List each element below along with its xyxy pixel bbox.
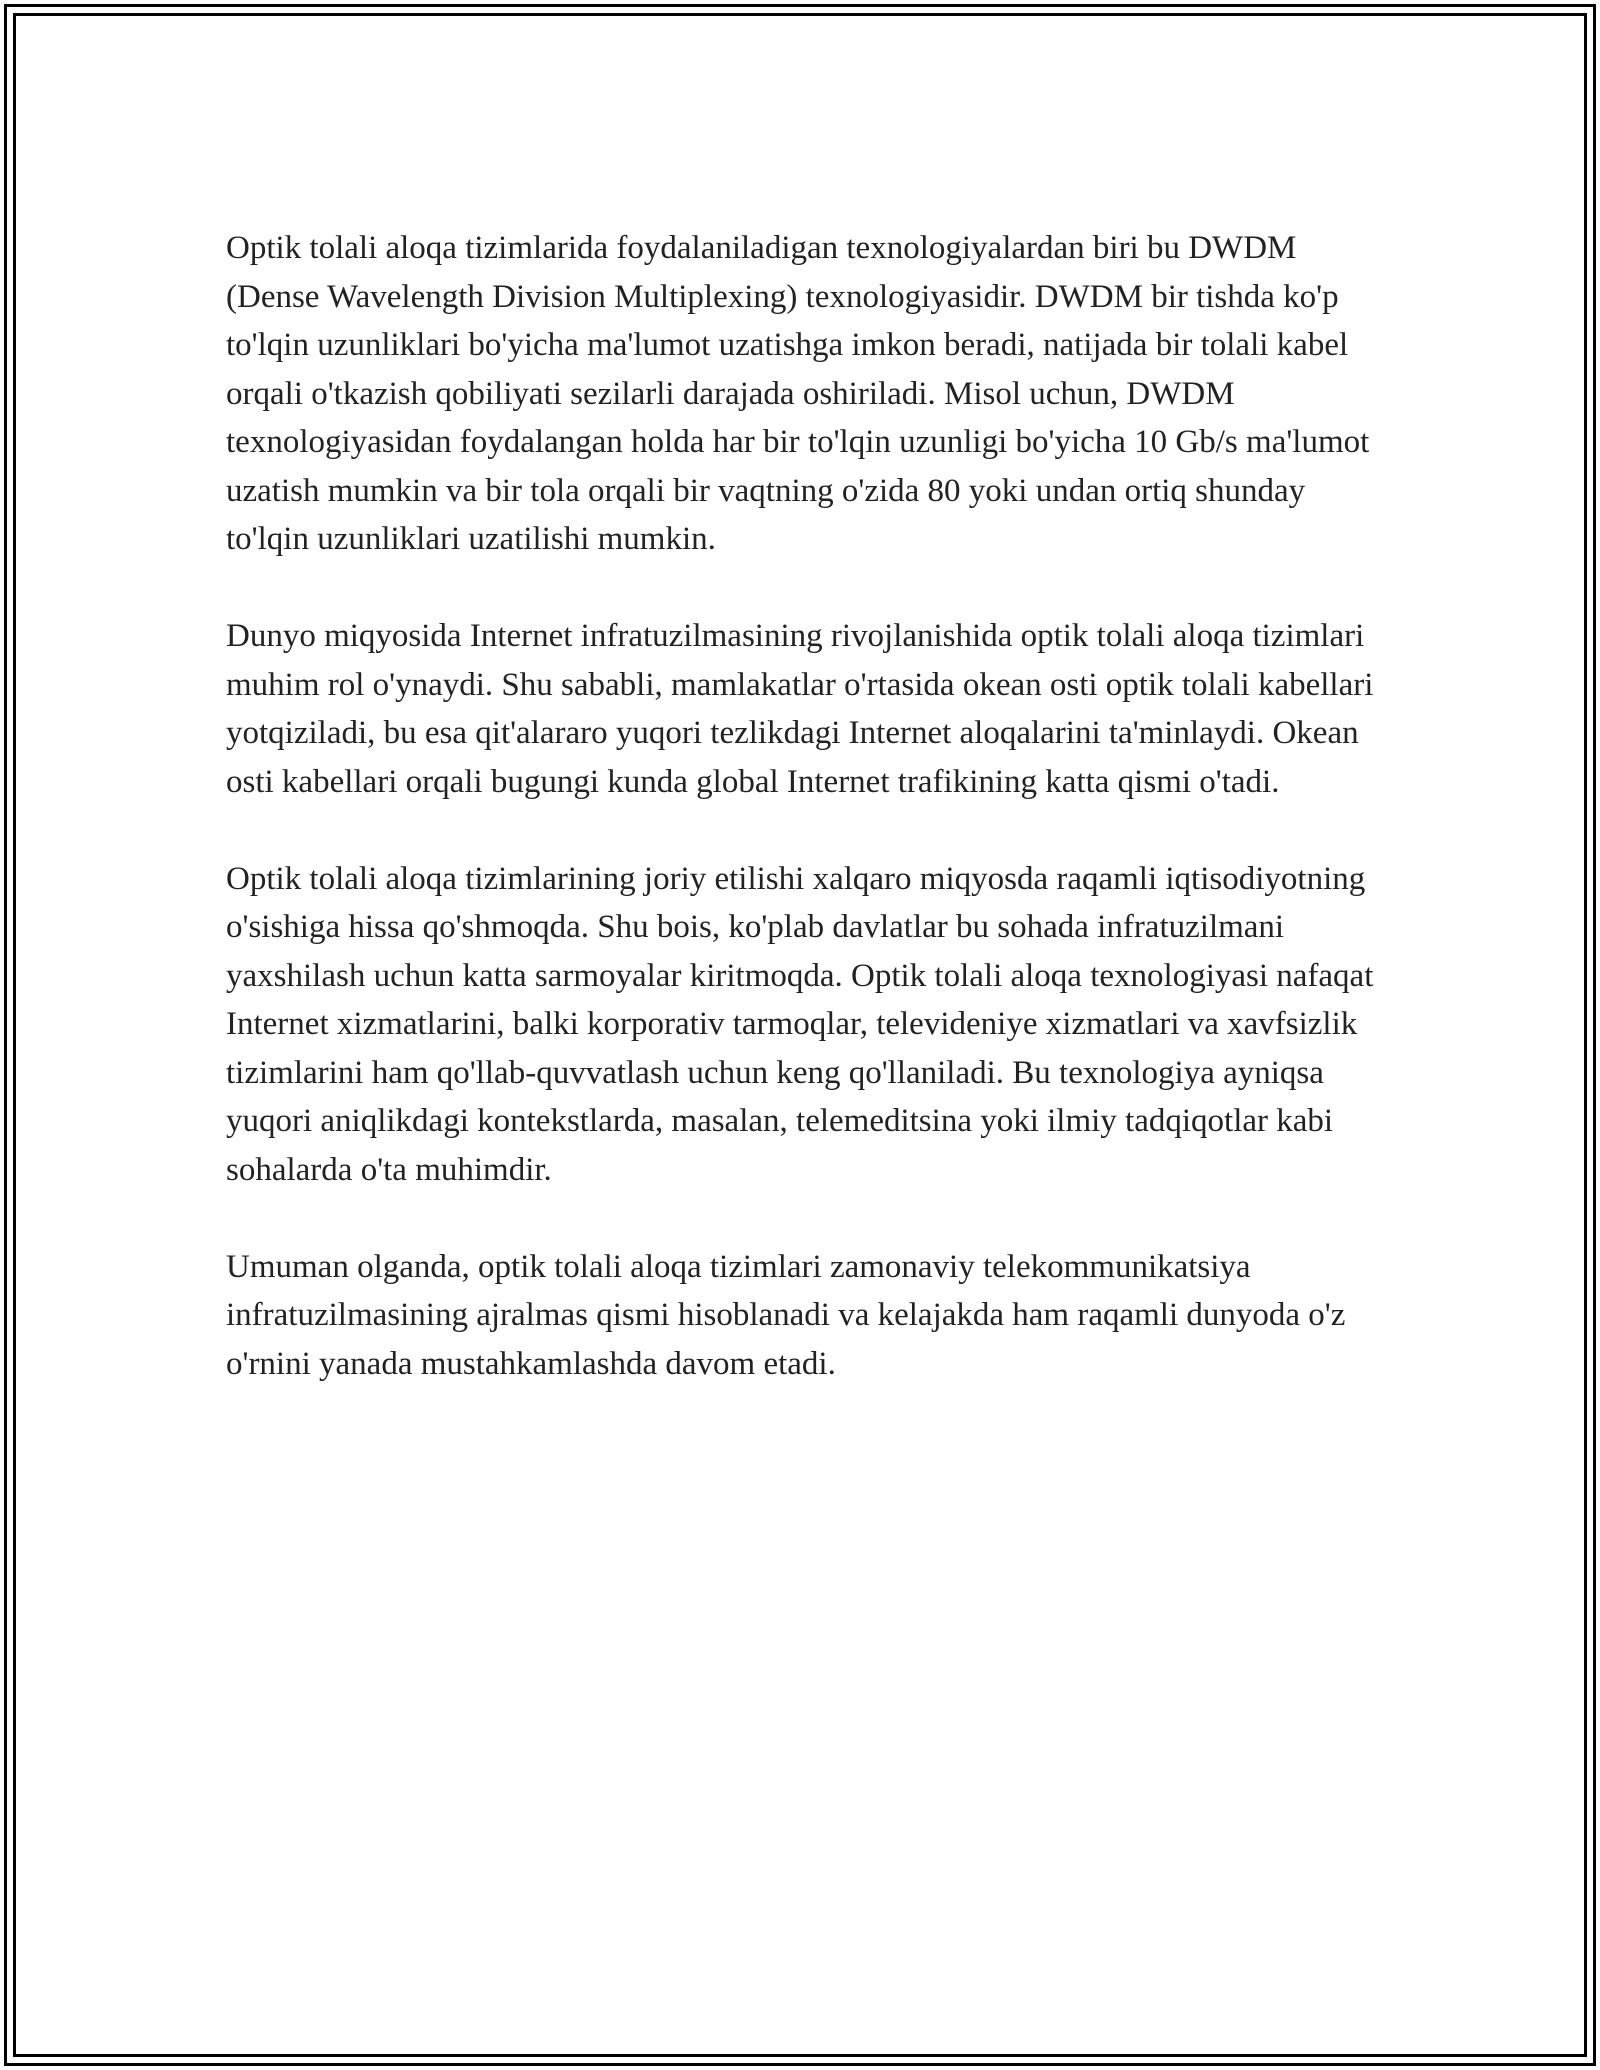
paragraph-dwdm: Optik tolali aloqa tizimlarida foydalaniladigan texnologiyalardan biri bu DWDM (Dense Wavelength Division Multiplexing) texnologiyasidir. DWDM bir tishda ko'p to'lqin uzunliklari bo'yicha ma'lumot uzatishga imkon beradi, natijada bir tolali kabel orqali o'tkazish qobiliyati sezilarli darajada oshiriladi. Misol uchun, DWDM texnologiyasidan foydalangan holda har bir to'lqin uzunligi bo'yicha 10 Gb/s ma'lumot uzatish mumkin va bir tola orqali bir vaqtning o'zida 80 yoki undan ortiq shunday to'lqin uzunliklari uzatilishi mumkin. <box>226 230 1370 557</box>
document-body <box>226 224 1376 1437</box>
paragraph-digital-economy: Optik tolali aloqa tizimlarining joriy etilishi xalqaro miqyosda raqamli iqtisodiyotning o'sishiga hissa qo'shmoqda. Shu bois, ko'plab davlatlar bu sohada infratuzilmani yaxshilash uchun katta sarmoyalar kiritmoqda. Optik tolali aloqa texnologiyasi nafaqat Internet xizmatlarini, balki korporativ tarmoqlar, televideniye xizmatlari va xavfsizlik tizimlarini ham qo'llab-quvvatlash uchun keng qo'llaniladi. Bu texnologiya ayniqsa yuqori aniqlikdagi kontekstlarda, masalan, telemeditsina yoki ilmiy tadqiqotlar kabi sohalarda o'ta muhimdir. <box>226 860 1374 1188</box>
paragraph-internet-infrastructure: Dunyo miqyosida Internet infratuzilmasining rivojlanishida optik tolali aloqa tizimlari muhim rol o'ynaydi. Shu sababli, mamlakatlar o'rtasida okean osti optik tolali kabellari yotqiziladi, bu esa qit'alararo yuqori tezlikdagi Internet aloqalarini ta'minlaydi. Okean osti kabellari orqali bugungi kunda global Internet trafikining katta qismi o'tadi. <box>226 618 1374 800</box>
paragraph-conclusion: Umuman olganda, optik tolali aloqa tizimlari zamonaviy telekommunikatsiya infratuzilmasining ajralmas qismi hisoblanadi va kelajakda ham raqamli dunyoda o'z o'rnini yanada mustahkamlashda davom etadi. <box>226 1248 1346 1382</box>
